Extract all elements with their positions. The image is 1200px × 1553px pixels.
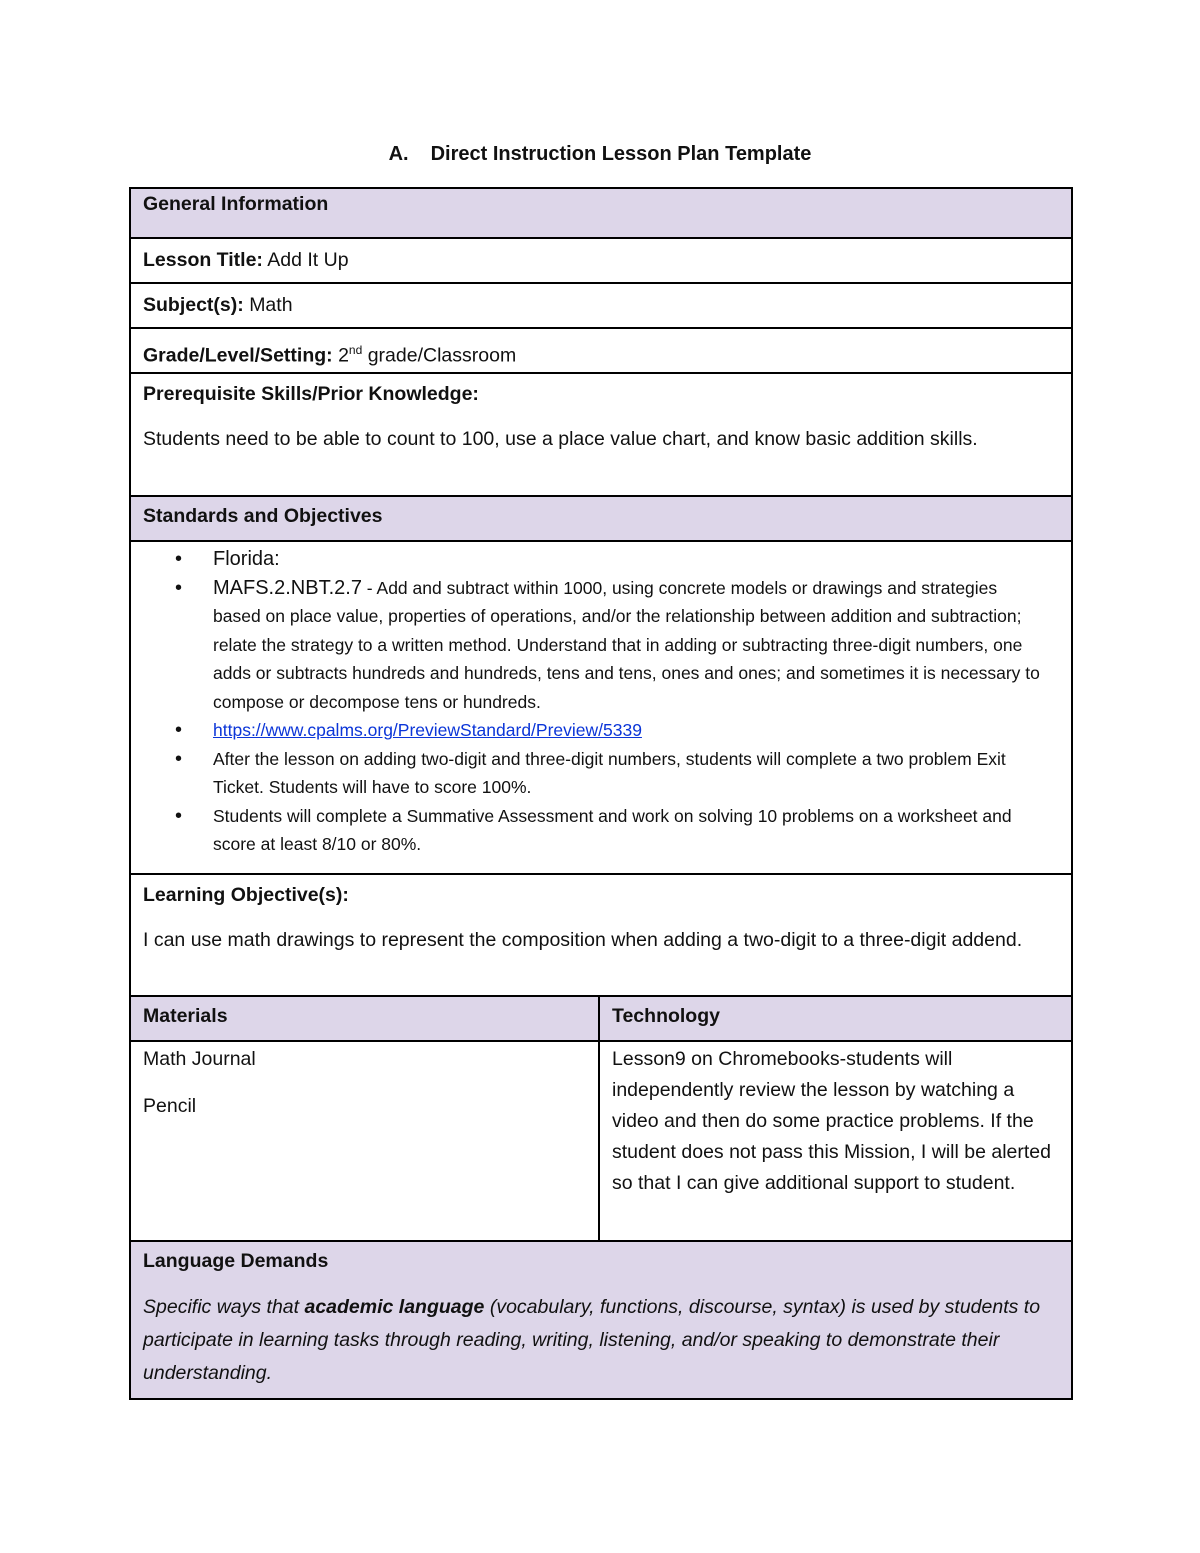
grade-row — [130, 328, 1072, 373]
academic-language-emphasis: academic language — [304, 1296, 485, 1318]
list-item — [213, 802, 1041, 859]
grade-suffix: nd — [348, 343, 363, 357]
prerequisite-text: Students need to be able to count to 100, use a place value chart, and know basic addition skills. — [143, 428, 978, 450]
list-item — [213, 574, 1041, 717]
technology-cell — [599, 1041, 1072, 1241]
subject-label: Subject(s): — [143, 294, 244, 316]
standards-list — [143, 545, 1041, 859]
subject-row — [130, 283, 1072, 328]
list-item: Math Journal — [143, 1048, 256, 1070]
mafs-code: MAFS.2.NBT.2.7 — [213, 576, 362, 599]
page-title — [0, 143, 1200, 166]
summative-text: Students will complete a Summative Assessment and work on solving 10 problems on a worksheet and score at least 8/10 or 80%. — [213, 805, 1012, 854]
general-information-heading: General Information — [130, 188, 1072, 238]
exit-ticket-text: After the lesson on adding two-digit and three-digit numbers, students will complete a two problem Exit Ticket. Students will have to score 100%. — [213, 748, 1006, 797]
language-demands-row — [130, 1241, 1072, 1399]
grade-rest: grade/Classroom — [367, 344, 517, 367]
lesson-plan-table — [129, 187, 1073, 1400]
standards-heading: Standards and Objectives — [130, 496, 1072, 541]
language-demands-heading: Language Demands — [143, 1250, 329, 1272]
lesson-title-value: Add It Up — [267, 249, 349, 271]
technology-text: Lesson9 on Chromebooks-students will independently review the lesson by watching a video and then do some practice problems. If the student does not pass this Mission, I will be alerted so that I can give additional support to student. — [612, 1048, 1051, 1194]
materials-cell — [130, 1041, 599, 1241]
subject-value: Math — [249, 294, 293, 316]
prerequisite-row — [130, 373, 1072, 496]
grade-number: 2 — [338, 344, 349, 367]
learning-objective-label: Learning Objective(s): — [143, 884, 349, 906]
technology-heading: Technology — [599, 996, 1072, 1041]
language-demands-text: Specific ways that academic language (vocabulary, functions, discourse, syntax) is used by students to participate in learning tasks through reading, writing, listening, and/or speaking to demonstrate their understanding. — [143, 1296, 1041, 1384]
standards-row — [130, 541, 1072, 874]
learning-objective-text: I can use math drawings to represent the composition when adding a two-digit to a three-digit addend. — [143, 929, 1023, 951]
list-item: Pencil — [143, 1095, 197, 1117]
lesson-title-label: Lesson Title: — [143, 249, 263, 271]
title-text: Direct Instruction Lesson Plan Template — [430, 143, 812, 165]
title-number: A. — [388, 143, 409, 165]
list-item — [213, 716, 1041, 745]
list-item: • Florida: — [213, 545, 1041, 574]
lesson-title-row — [130, 238, 1072, 283]
mafs-text: - Add and subtract within 1000, using concrete models or drawings and strategies based on place value, properties of operations, and/or the relationship between addition and subtraction; relate the strategy to a written method. Understand that in adding or subtracting three-digit numbers, one adds or subtracts hundreds and hundreds, tens and tens, ones and ones; and sometimes it is necessary to compose or decompose tens or hundreds. — [213, 577, 1040, 712]
materials-heading: Materials — [130, 996, 599, 1041]
prerequisite-label: Prerequisite Skills/Prior Knowledge: — [143, 383, 479, 405]
learning-objective-row — [130, 874, 1072, 996]
grade-label: Grade/Level/Setting: — [143, 344, 333, 367]
list-item — [213, 745, 1041, 802]
cpalms-link[interactable]: https://www.cpalms.org/PreviewStandard/Preview/5339 — [213, 720, 642, 740]
